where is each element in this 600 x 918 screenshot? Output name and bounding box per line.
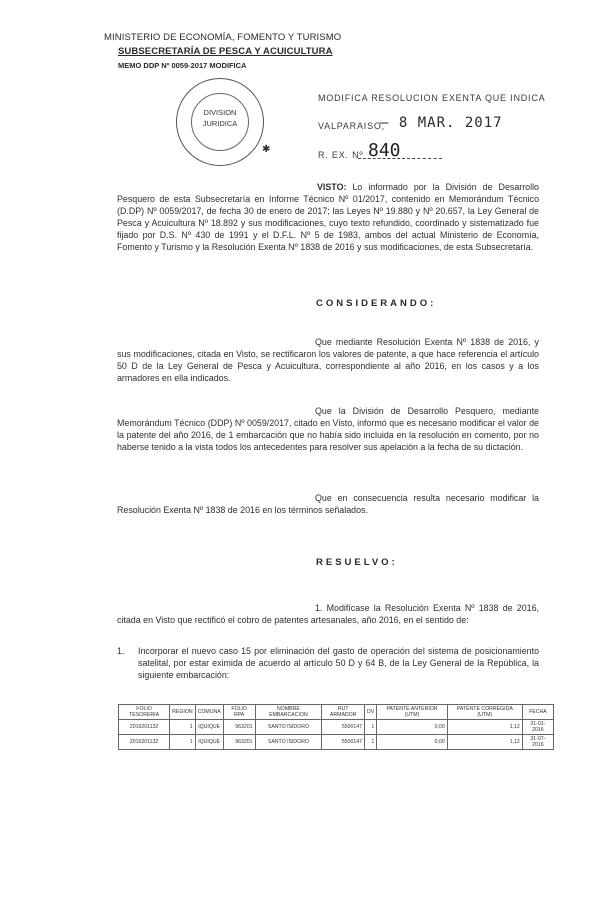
stamp-star-icon: ✱: [262, 144, 271, 155]
official-stamp: [176, 78, 264, 166]
cell-nombre: SANTO ISIDORO: [255, 735, 322, 750]
resuelvo-item-1: 1. Modifícase la Resolución Exenta Nº 1838 de 2016, citada en Visto que rectificó el cobro de patentes artesanales, año 2016, en el sentido de:: [117, 603, 539, 625]
col-nombre-embarcacion: NOMBRE EMBARCACION: [255, 705, 322, 720]
considerando-paragraph-2: Que la División de Desarrollo Pesquero, mediante Memorándum Técnico (DDP) Nº 0059/2017, citado en Visto, informó que es necesario modificar el valor de la patente del año 2016, de 1 embarcación que no había sido incluida en la resolución en comento, por no haberse tenido a la vista todos los antecedentes para resolver sus apelación a la fecha de su dictación.: [117, 406, 539, 452]
cell-folio: 2016201132: [119, 720, 170, 735]
visto-label: VISTO:: [317, 182, 347, 192]
col-patente-corregida: PATENTE CORREGIDA (UTM): [447, 705, 522, 720]
cell-region: 1: [170, 735, 195, 750]
date-place: VALPARAISO,: [318, 121, 385, 131]
cell-patente-corregida: 1,12: [447, 735, 522, 750]
col-region: REGION: [170, 705, 195, 720]
cell-fecha: 31-01-2016: [522, 720, 553, 735]
cell-patente-anterior: 0,00: [377, 720, 447, 735]
vessel-table: [118, 704, 554, 750]
considerando-heading: CONSIDERANDO:: [316, 298, 437, 309]
ministry-header: MINISTERIO DE ECONOMÍA, FOMENTO Y TURISMO: [104, 32, 342, 43]
cell-dv: 1: [365, 720, 377, 735]
stamp-line2: JURIDICA: [202, 119, 238, 128]
rex-underline-right: [412, 158, 442, 159]
cell-folio: 2016201132: [119, 735, 170, 750]
col-folio-rpa: FOLIO RPA: [223, 705, 255, 720]
date-value: – 8 MAR. 2017: [380, 115, 503, 131]
cell-comuna: IQUIQUE: [195, 735, 223, 750]
cell-rut: 5500147: [322, 735, 365, 750]
cell-nombre: SANTO ISIDORO: [255, 720, 322, 735]
considerando-paragraph-3: Que en consecuencia resulta necesario modificar la Resolución Exenta Nº 1838 de 2016 en los términos señalados.: [117, 493, 539, 515]
cell-region: 1: [170, 720, 195, 735]
visto-text: Lo informado por la División de Desarrollo Pesquero de esta Subsecretaría en Informe Técnico Nº 01/2017, contenido en Memorándum Técnico (D.DP) Nº 0059/2017, de fecha 30 de enero de 2017; las Leyes Nº 19.880 y Nº 20.657, la Ley General de Pesca y Acuicultura Nº 18.892 y sus modificaciones, cuyo texto refundido, coordinado y sistematizado fue fijado por D.S. Nº 430 de 1991 y el D.F.L. Nº 5 de 1983, ambos del actual Ministerio de Economía, Fomento y Turismo y la Resolución Exenta Nº 1838 de 2016 y sus modificaciones, de esta Subsecretaría.: [117, 182, 539, 252]
table-header-row: [119, 705, 554, 720]
col-comuna: COMUNA: [195, 705, 223, 720]
memo-reference: MEMO DDP Nº 0059-2017 MODIFICA: [118, 61, 247, 70]
col-rut-armador: RUT ARMADOR: [322, 705, 365, 720]
subsecretaria-header: SUBSECRETARÍA DE PESCA Y ACUICULTURA: [118, 46, 333, 57]
visto-paragraph: [117, 181, 539, 253]
cell-patente-corregida: 1,12: [447, 720, 522, 735]
stamp-line1: DIVISION: [203, 108, 237, 117]
cell-comuna: IQUIQUE: [195, 720, 223, 735]
considerando-paragraph-1: Que mediante Resolución Exenta Nº 1838 de 2016, y sus modificaciones, citada en Visto, se rectificaron los valores de patente, a que hace referencia el artículo 50 D de la Ley General de Pesca y Acuicultura, correspondiente al año 2016, en los casos y a los armadores en ella indicados.: [117, 337, 539, 383]
cell-fecha: 31-07-2016: [522, 735, 553, 750]
rex-number: 840: [368, 140, 401, 161]
cell-patente-anterior: 0,00: [377, 735, 447, 750]
resuelvo-heading: RESUELVO:: [316, 557, 398, 568]
table-row: [119, 735, 554, 750]
cell-dv: 1: [365, 735, 377, 750]
col-patente-anterior: PATENTE ANTERIOR (UTM): [377, 705, 447, 720]
document-title: MODIFICA RESOLUCION EXENTA QUE INDICA: [318, 93, 546, 103]
cell-rut: 5500147: [322, 720, 365, 735]
resuelvo-sub1-number: 1.: [117, 646, 125, 656]
cell-folio-rpa: 963201: [223, 735, 255, 750]
cell-folio-rpa: 963201: [223, 720, 255, 735]
table-row: [119, 720, 554, 735]
col-folio-tesoreria: FOLIO TESORERIA: [119, 705, 170, 720]
col-fecha: FECHA: [522, 705, 553, 720]
col-dv: DV: [365, 705, 377, 720]
rex-label: R. EX. Nº: [318, 150, 364, 160]
resuelvo-sub1-text: Incorporar el nuevo caso 15 por eliminación del gasto de operación del sistema de posicionamiento satelital, por estar eximida de acuerdo al artículo 50 D y 64 B, de la Ley General de la República, la siguiente embarcación:: [138, 646, 539, 680]
